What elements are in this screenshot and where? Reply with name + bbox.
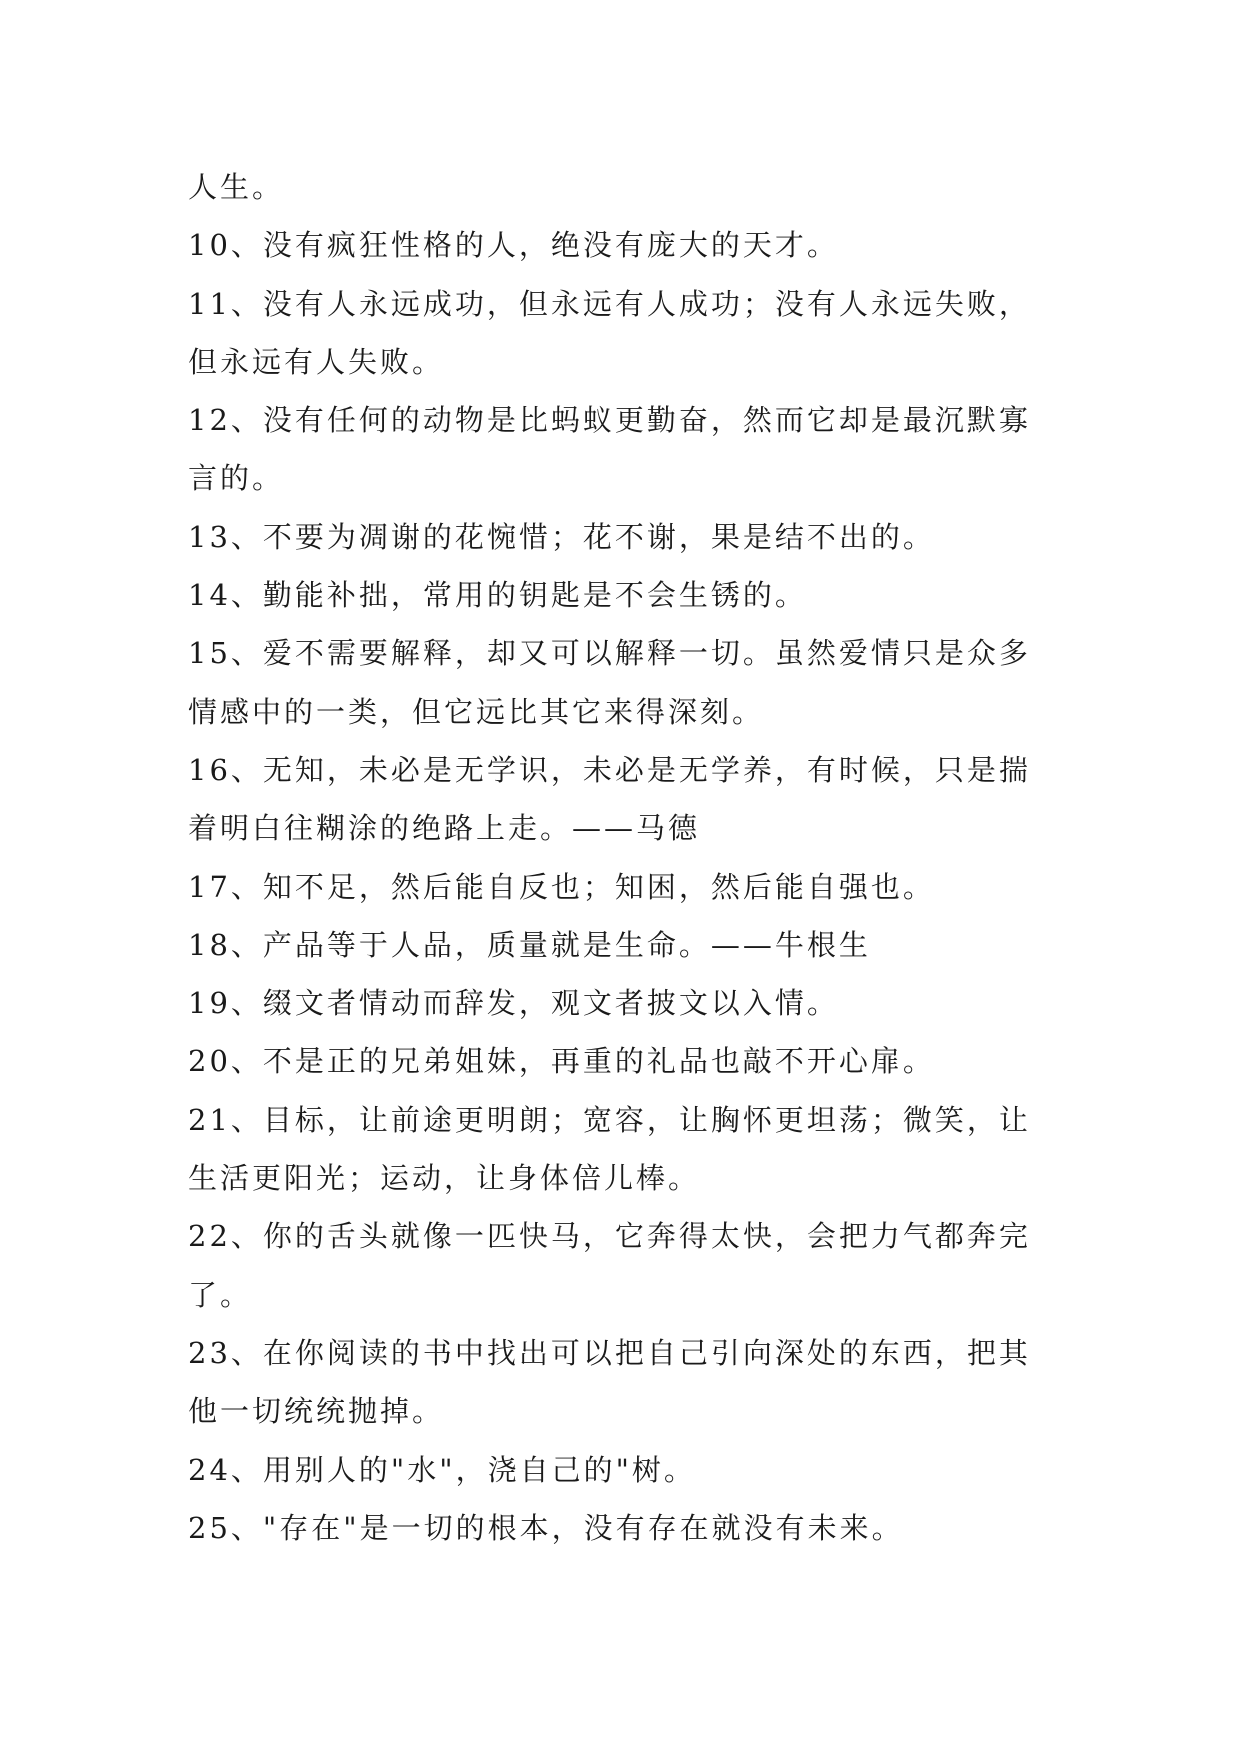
text-line: 言的。 xyxy=(188,461,285,496)
text-line: 17、知不足，然后能自反也；知困，然后能自强也。 xyxy=(188,869,935,904)
text-line: 了。 xyxy=(188,1277,253,1312)
text-line: 12、没有任何的动物是比蚂蚁更勤奋，然而它却是最沉默寡 xyxy=(188,403,1031,438)
text-line: 15、爱不需要解释，却又可以解释一切。虽然爱情只是众多 xyxy=(188,636,1031,671)
text-line: 23、在你阅读的书中找出可以把自己引向深处的东西，把其 xyxy=(188,1335,1031,1370)
text-line: 11、没有人永远成功，但永远有人成功；没有人永远失败， xyxy=(188,286,1031,321)
text-line: 情感中的一类，但它远比其它来得深刻。 xyxy=(188,694,765,729)
text-line: 人生。 xyxy=(188,170,285,204)
text-line: 10、没有疯狂性格的人，绝没有庞大的天才。 xyxy=(188,228,839,263)
text-line: 13、不要为凋谢的花惋惜；花不谢，果是结不出的。 xyxy=(188,519,935,554)
text-line: 生活更阳光；运动，让身体倍儿棒。 xyxy=(188,1161,701,1196)
document-body xyxy=(188,158,1068,1557)
text-line: 但永远有人失败。 xyxy=(188,344,445,379)
text-line: 着明白往糊涂的绝路上走。——马德 xyxy=(188,811,701,846)
text-line: 20、不是正的兄弟姐妹，再重的礼品也敲不开心扉。 xyxy=(188,1044,935,1079)
text-line: 21、目标，让前途更明朗；宽容，让胸怀更坦荡；微笑，让 xyxy=(188,1102,1031,1137)
text-line: 18、产品等于人品，质量就是生命。——牛根生 xyxy=(188,927,871,962)
text-line: 他一切统统抛掉。 xyxy=(188,1394,445,1429)
text-line: 16、无知，未必是无学识，未必是无学养，有时候，只是揣 xyxy=(188,752,1031,787)
text-line: 22、你的舌头就像一匹快马，它奔得太快，会把力气都奔完 xyxy=(188,1219,1031,1254)
text-line: 25、"存在"是一切的根本，没有存在就没有未来。 xyxy=(188,1510,904,1545)
text-line: 24、用别人的"水"，浇自己的"树。 xyxy=(188,1452,696,1487)
text-line: 19、缀文者情动而辞发，观文者披文以入情。 xyxy=(188,986,839,1021)
text-line: 14、勤能补拙，常用的钥匙是不会生锈的。 xyxy=(188,578,807,613)
